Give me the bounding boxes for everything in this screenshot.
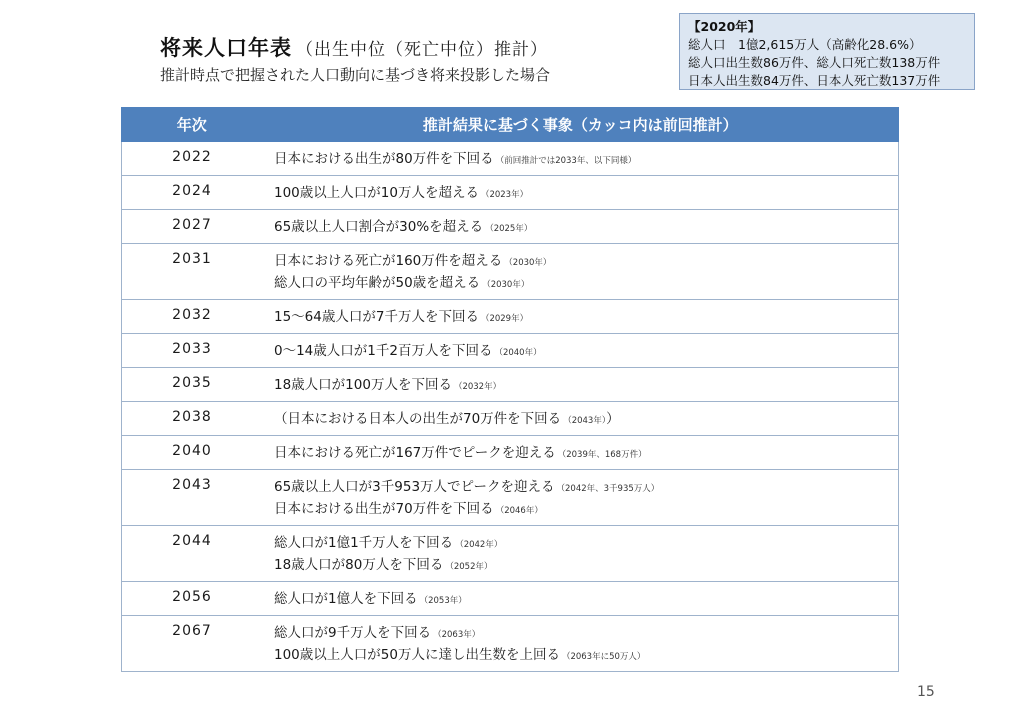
row-events	[262, 470, 899, 526]
event-line	[274, 341, 898, 363]
event-line	[274, 251, 898, 273]
row-year: 2027	[122, 210, 263, 244]
event-text: 総人口が9千万人を下回る	[274, 625, 432, 641]
info-box-line-total-births-deaths: 総人口出生数86万件、総人口死亡数138万件	[688, 55, 941, 70]
page-subtitle: 推計時点で把握された人口動向に基づき将来投影した場合	[160, 66, 551, 84]
row-year: 2022	[122, 142, 263, 176]
row-year: 2038	[122, 402, 263, 436]
info-box-line-japanese-births-deaths: 日本人出生数84万件、日本人死亡数137万件	[688, 73, 941, 88]
row-year: 2043	[122, 470, 263, 526]
table-header-row	[122, 108, 899, 142]
table-row	[122, 470, 899, 526]
event-text: （日本における日本人の出生が70万件を下回る	[274, 411, 562, 427]
page-number: 15	[917, 684, 935, 700]
row-year: 2044	[122, 526, 263, 582]
event-line	[274, 443, 898, 465]
event-text: 18歳人口が80万人を下回る	[274, 557, 444, 573]
population-timeline-table	[121, 107, 899, 672]
event-text: 日本における出生が70万件を下回る	[274, 501, 494, 517]
table-row	[122, 526, 899, 582]
event-previous-estimate-note: （2063年に50万人）	[561, 652, 646, 662]
table-row	[122, 436, 899, 470]
event-text: 65歳以上人口が3千953万人でピークを迎える	[274, 479, 555, 495]
event-text: 日本における死亡が167万件でピークを迎える	[274, 445, 556, 461]
table-row	[122, 142, 899, 176]
event-previous-estimate-note: （2029年）	[480, 314, 529, 324]
event-closing-paren: ）	[606, 411, 620, 427]
event-previous-estimate-note: （2046年）	[495, 506, 543, 516]
event-text: 15～64歳人口が7千万人を下回る	[274, 309, 479, 325]
event-line	[274, 307, 898, 329]
page-title	[160, 32, 550, 62]
event-line	[274, 499, 898, 521]
table-row	[122, 582, 899, 616]
event-previous-estimate-note: （2023年）	[480, 190, 529, 200]
row-year: 2056	[122, 582, 263, 616]
column-header-events: 推計結果に基づく事象（カッコ内は前回推計）	[262, 108, 899, 142]
event-line	[274, 409, 898, 431]
column-header-year: 年次	[122, 108, 263, 142]
event-text: 65歳以上人口割合が30%を超える	[274, 219, 484, 235]
table-row	[122, 368, 899, 402]
table-body	[122, 142, 899, 672]
table-row	[122, 334, 899, 368]
row-year: 2035	[122, 368, 263, 402]
info-box-heading: 【2020年】	[688, 19, 761, 34]
event-text: 総人口の平均年齢が50歳を超える	[274, 275, 481, 291]
event-previous-estimate-note: （2063年）	[433, 630, 481, 640]
table-row	[122, 402, 899, 436]
row-year: 2024	[122, 176, 263, 210]
row-events	[262, 402, 899, 436]
event-previous-estimate-note: （2030年）	[482, 280, 530, 290]
row-events	[262, 582, 899, 616]
row-year: 2040	[122, 436, 263, 470]
row-events	[262, 526, 899, 582]
event-text: 日本における死亡が160万件を超える	[274, 253, 503, 269]
event-text: 18歳人口が100万人を下回る	[274, 377, 452, 393]
event-text: 100歳以上人口が50万人に達し出生数を上回る	[274, 647, 560, 663]
event-line	[274, 533, 898, 555]
row-events	[262, 368, 899, 402]
event-line	[274, 555, 898, 577]
row-year: 2033	[122, 334, 263, 368]
event-text: 日本における出生が80万件を下回る	[274, 151, 494, 167]
table-row	[122, 176, 899, 210]
event-previous-estimate-note: （2053年）	[419, 596, 467, 606]
event-previous-estimate-note: （2025年）	[485, 224, 533, 234]
event-previous-estimate-note: （2030年）	[504, 258, 552, 268]
event-text: 0～14歳人口が1千2百万人を下回る	[274, 343, 493, 359]
row-year: 2031	[122, 244, 263, 300]
event-line	[274, 183, 898, 205]
event-previous-estimate-note: （2043年）	[563, 416, 607, 426]
event-line	[274, 375, 898, 397]
row-events	[262, 142, 899, 176]
row-events	[262, 210, 899, 244]
event-text: 100歳以上人口が10万人を超える	[274, 185, 479, 201]
event-line	[274, 273, 898, 295]
event-text: 総人口が1億1千万人を下回る	[274, 535, 454, 551]
row-events	[262, 616, 899, 672]
row-year: 2067	[122, 616, 263, 672]
event-line	[274, 217, 898, 239]
event-previous-estimate-note: （2032年）	[453, 382, 502, 392]
event-line	[274, 589, 898, 611]
event-previous-estimate-note: （2052年）	[445, 562, 493, 572]
event-line	[274, 623, 898, 645]
event-previous-estimate-note: （2042年）	[455, 540, 503, 550]
table-row	[122, 210, 899, 244]
event-line	[274, 645, 898, 667]
row-events	[262, 300, 899, 334]
event-previous-estimate-note: （前回推計では2033年、以下同様）	[495, 156, 637, 166]
event-previous-estimate-note: （2042年、3千935万人）	[556, 484, 660, 494]
event-line	[274, 149, 898, 171]
title-block	[160, 32, 550, 85]
event-text: 総人口が1億人を下回る	[274, 591, 418, 607]
row-year: 2032	[122, 300, 263, 334]
event-previous-estimate-note: （2040年）	[494, 348, 542, 358]
info-box-line-population: 総人口 1億2,615万人（高齢化28.6%）	[688, 37, 922, 52]
summary-info-box	[679, 13, 975, 90]
row-events	[262, 334, 899, 368]
event-previous-estimate-note: （2039年、168万件）	[557, 450, 647, 460]
row-events	[262, 244, 899, 300]
table-row	[122, 616, 899, 672]
table-row	[122, 244, 899, 300]
page-title-paren: （出生中位（死亡中位）推計）	[296, 40, 548, 60]
page-title-text: 将来人口年表	[160, 36, 292, 60]
row-events	[262, 436, 899, 470]
row-events	[262, 176, 899, 210]
event-line	[274, 477, 898, 499]
table-row	[122, 300, 899, 334]
